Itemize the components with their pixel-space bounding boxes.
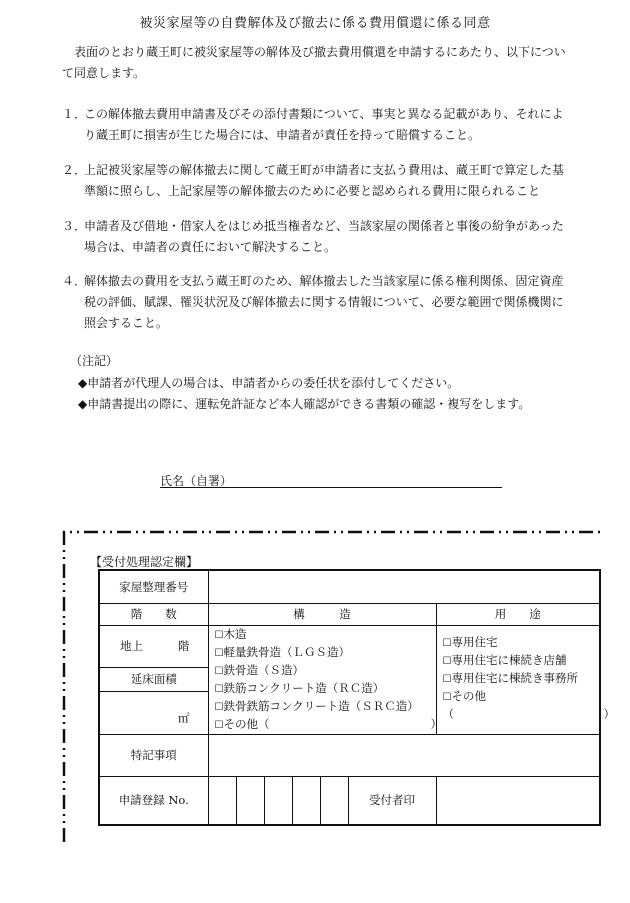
agreement-item-4 xyxy=(62,271,572,334)
floor-area-field[interactable] xyxy=(99,691,208,734)
use-other-field[interactable]: （ ） xyxy=(442,706,615,721)
item-text: この解体撤去費用申請書及びその添付書類について、事実と異なる記載があり、それにより蔵王町に損害が生じた場合には、申請者が責任を持って賠償すること。 xyxy=(84,107,564,142)
checkbox-icon: ☐ xyxy=(214,701,224,713)
structure-option[interactable]: ☐鉄骨造（Ｓ造） xyxy=(214,662,304,677)
checkbox-icon: ☐ xyxy=(214,647,224,659)
item-number: ２． xyxy=(62,163,87,177)
agreement-item-1 xyxy=(62,104,572,146)
checkbox-icon: ☐ xyxy=(214,683,224,695)
checkbox-icon: ☐ xyxy=(214,629,224,641)
note-line-1: ◆申請者が代理人の場合は、申請者からの委任状を添付してください。 xyxy=(78,376,460,390)
signature-line[interactable] xyxy=(160,487,502,488)
receiver-seal-label: 受付者印 xyxy=(348,776,436,825)
checkbox-icon: ☐ xyxy=(214,665,224,677)
item-number: ３． xyxy=(62,219,87,233)
use-option[interactable]: ☐専用住宅に棟続き事務所 xyxy=(442,670,578,685)
special-notes-field[interactable] xyxy=(208,734,600,776)
note-line-2: ◆申請書提出の際に、運転免許証など本人確認ができる書類の確認・複写をします。 xyxy=(78,397,531,411)
intro-paragraph: 表面のとおり蔵王町に被災家屋等の解体及び撤去費用償還を申請するにあたり、以下について同意します。 xyxy=(62,45,566,80)
item-text: 申請者及び借地・借家人をはじめ抵当権者など、当該家屋の関係者と事後の紛争があった場合は、申請者の責任において解決すること。 xyxy=(84,219,564,254)
item-number: ４． xyxy=(62,274,87,288)
floor-area-label: 延床面積 xyxy=(99,668,208,692)
registration-digit-box[interactable] xyxy=(320,776,348,825)
registration-label: 申請登録 No. xyxy=(99,776,208,825)
reception-table xyxy=(98,569,615,826)
house-number-label: 家屋整理番号 xyxy=(99,570,208,603)
registration-digit-box[interactable] xyxy=(236,776,264,825)
use-option[interactable]: ☐その他 xyxy=(442,688,486,703)
structure-header: 構 造 xyxy=(208,603,436,625)
use-header: 用 途 xyxy=(436,603,600,625)
registration-digit-box[interactable] xyxy=(264,776,292,825)
floors-field[interactable] xyxy=(99,625,208,668)
structure-option[interactable]: ☐鉄筋コンクリート造（ＲＣ造） xyxy=(214,680,385,695)
checkbox-icon: ☐ xyxy=(442,637,452,649)
receiver-seal-field[interactable] xyxy=(436,776,600,825)
checkbox-icon: ☐ xyxy=(442,655,452,667)
checkbox-icon: ☐ xyxy=(442,691,452,703)
checkbox-icon: ☐ xyxy=(214,719,224,731)
floor-unit: 階 xyxy=(178,639,190,654)
structure-options xyxy=(208,625,442,734)
item-text: 解体撤去の費用を支払う蔵王町のため、解体撤去した当該家屋に係る権利関係、固定資産税の評価、賦課、罹災状況及び解体撤去に関する情報について、必要な範囲で関係機関に照会すること。 xyxy=(84,274,564,330)
structure-option[interactable]: ☐鉄骨鉄筋コンクリート造（ＳＲＣ造） xyxy=(214,698,419,713)
structure-option[interactable]: ☐軽量鉄骨造（ＬＧＳ造） xyxy=(214,644,350,659)
reception-label: 【受付処理認定欄】 xyxy=(90,555,199,569)
agreement-item-2 xyxy=(62,160,572,202)
registration-digit-box[interactable] xyxy=(208,776,236,825)
area-unit: ㎡ xyxy=(178,710,190,725)
signature-label: 氏名（自署） xyxy=(160,474,233,488)
use-option[interactable]: ☐専用住宅に棟続き店舗 xyxy=(442,652,567,667)
item-text: 上記被災家屋等の解体撤去に関して蔵王町が申請者に支払う費用は、蔵王町で算定した基準額に照らし、上記家屋等の解体撤去のために必要と認められる費用に限られること xyxy=(84,163,565,198)
special-notes-label: 特記事項 xyxy=(99,734,208,776)
structure-option[interactable]: ☐木造 xyxy=(214,626,247,641)
use-options xyxy=(436,625,615,734)
floors-header: 階 数 xyxy=(99,603,208,625)
use-option[interactable]: ☐専用住宅 xyxy=(442,634,498,649)
structure-option[interactable]: ☐その他（ ） xyxy=(214,716,442,731)
checkbox-icon: ☐ xyxy=(442,673,452,685)
house-number-field[interactable] xyxy=(208,570,600,603)
notes-heading: （注記） xyxy=(70,354,119,368)
above-ground-label: 地上 xyxy=(120,639,143,654)
item-number: １． xyxy=(62,107,87,121)
registration-digit-box[interactable] xyxy=(292,776,320,825)
document-title: 被災家屋等の自費解体及び撤去に係る費用償還に係る同意 xyxy=(139,16,491,31)
agreement-item-3 xyxy=(62,216,572,258)
